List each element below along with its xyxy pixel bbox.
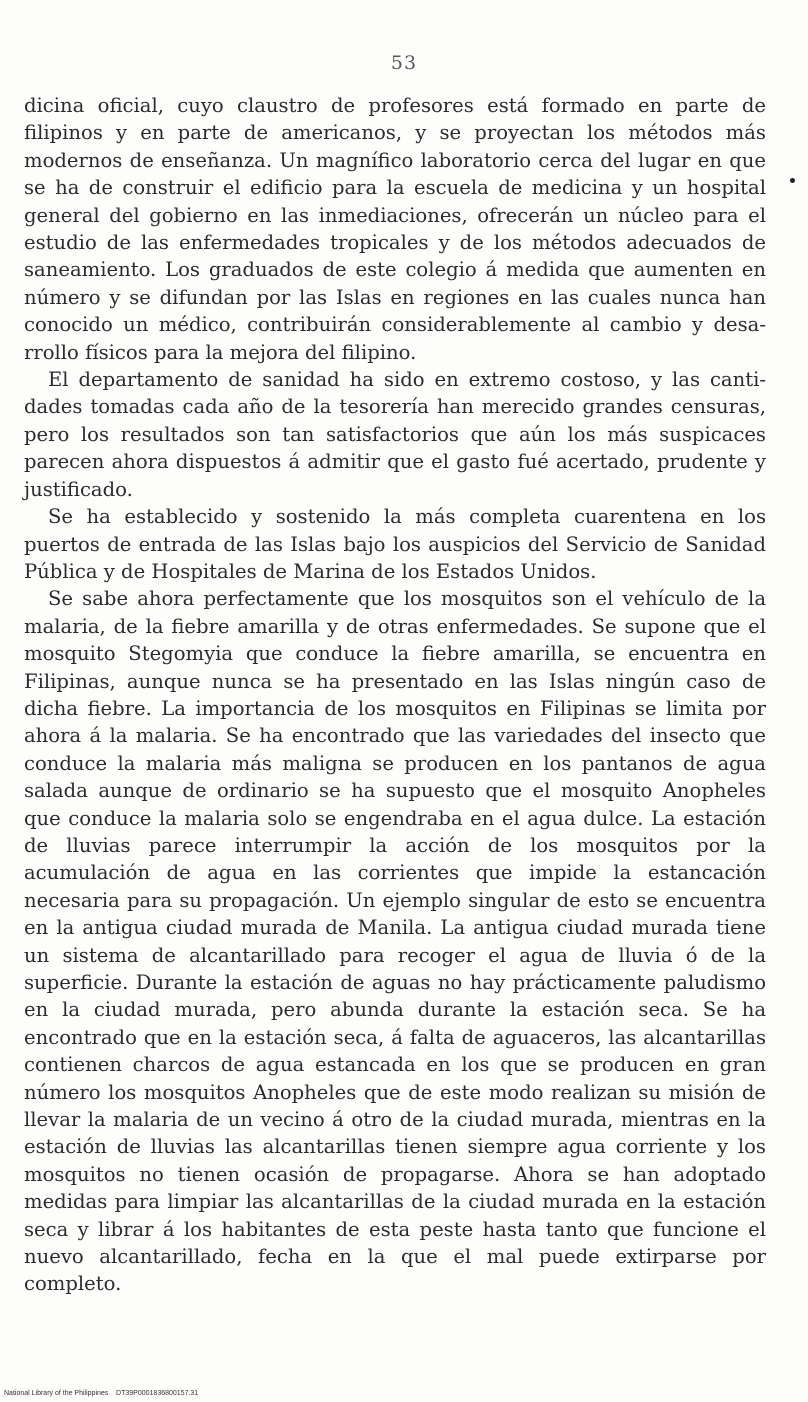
margin-dot: [790, 178, 795, 183]
library-footer: National Library of the Philippines DT39P0001836800157.31: [4, 1390, 199, 1397]
paragraph-continuation: dicina oficial, cuyo claustro de profesores está formado en parte de filipinos y en parte de americanos, y se proyectan los métodos más modernos de enseñanza. Un magnífico laboratorio cerca del lugar en que se ha de construir el edificio para la escuela de medicina y un hospital general del gobierno en las inmediaciones, ofrecerán un núcleo para el estudio de las enfermedades tropicales y de los métodos adecuados de saneamiento. Los graduados de este colegio á medida que aumenten en número y se difundan por las Islas en regiones en las cuales nunca han conocido un médico, contribuirán considerablemente al cambio y desarrollo físicos para la mejora del filipino.: [24, 94, 766, 364]
body-text: [24, 92, 766, 1298]
paragraph-mosquitoes: Se sabe ahora perfectamente que los mosquitos son el vehículo de la malaria, de la fiebre amarilla y de otras enfermedades. Se supone que el mosquito Stegomyia que conduce la fiebre amarilla, se encuentra en Filipinas, aunque nunca se ha presentado en las Islas ningún caso de dicha fiebre. La importancia de los mosquitos en Filipinas se limita por ahora á la malaria. Se ha encontrado que las variedades del insecto que conduce la malaria más maligna se producen en los pantanos de agua salada aunque de ordinario se ha supuesto que el mosquito Anopheles que conduce la malaria solo se engendraba en el agua dulce. La estación de lluvias parece interrumpir la acción de los mosquitos por la acumulación de agua en las corrientes que impide la estancación necesaria para su propagación. Un ejemplo singular de esto se encuentra en la antigua ciudad murada de Manila. La antigua ciudad murada tiene un sistema de alcantarillado para recoger el agua de lluvia ó de la superficie. Durante la estación de aguas no hay prácticamente paludismo en la ciudad murada, pero abunda durante la estación seca. Se ha encontrado que en la estación seca, á falta de aguaceros, las alcantarillas contienen charcos de agua estancada en los que se producen en gran número los mosquitos Anopheles que de este modo realizan su misión de llevar la malaria de un vecino á otro de la ciudad murada, mientras en la estación de lluvias las alcantarillas tienen siempre agua corriente y los mosquitos no tienen ocasión de propagarse. Ahora se han adoptado medidas para limpiar las alcantarillas de la ciudad murada en la estación seca y librar á los habitantes de esta peste hasta tanto que funcione el nuevo alcantarillado, fecha en la que el mal puede extirparse por completo.: [24, 587, 766, 1296]
paragraph-sanitation-department: El departamento de sanidad ha sido en extremo costoso, y las cantidades tomadas cada año de la tesorería han merecido grandes censuras, pero los resultados son tan satisfactorios que aún los más suspicaces parecen ahora dispuestos á admitir que el gasto fué acertado, prudente y justificado.: [24, 368, 766, 501]
page-number: 53: [390, 52, 418, 74]
paragraph-quarantine: Se ha establecido y sostenido la más completa cuarentena en los puertos de entrada de las Islas bajo los auspicios del Servicio de Sanidad Pública y de Hospitales de Marina de los Estados Unidos.: [24, 505, 766, 583]
